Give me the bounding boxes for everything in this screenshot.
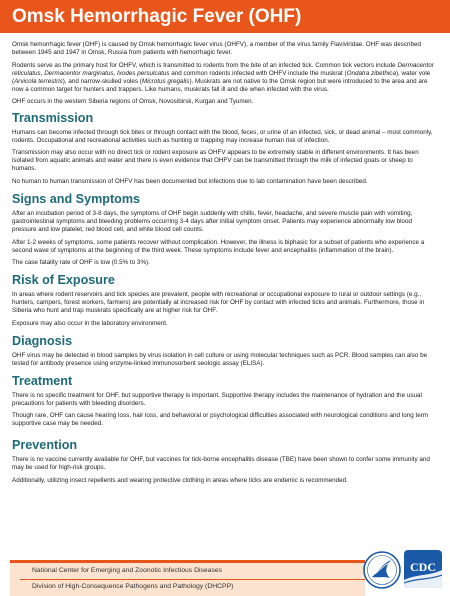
footer-center-name: National Center for Emerging and Zoonotic Infectious Diseases <box>32 567 223 574</box>
intro-text: ). Muskrats are not native to the Omsk region but were introduced to the area and are now a common target for hunters and trappers. Like humans, muskrats fall ill and die when infected with the virus. <box>12 77 428 93</box>
intro-paragraph-2 <box>12 62 438 94</box>
intro-text: and common rodents infected with OHFV include the muskrat ( <box>169 69 347 77</box>
cdc-logo-text: CDC <box>410 560 436 574</box>
signs-paragraph-3: The case fatality rate of OHF is low (0.5% to 3%). <box>12 259 150 267</box>
risk-paragraph-2: Exposure may also occur in the laboratory environment. <box>12 319 168 327</box>
section-heading-risk: Risk of Exposure <box>12 273 115 288</box>
intro-paragraph-3: OHF occurs in the western Siberia regions of Omsk, Novosibirsk, Kurgan and Tyumen. <box>12 98 254 106</box>
cdc-logo-icon <box>404 550 442 588</box>
diagnosis-paragraph-1: OHF virus may be detected in blood samples by virus isolation in cell culture or using molecular techniques such as PCR. Blood samples can also be tested for antibody presence using enzyme-linked immunosorbent seologic assay (ELISA). <box>12 351 428 367</box>
treatment-paragraph-2: Though rare, OHF can cause hearing loss, hair loss, and behavioral or psychological difficulties associated with neurological conditions and long term supportive case may be needed. <box>12 412 429 428</box>
transmission-paragraph-1: Humans can become infected through tick bites or through contact with the blood, feces, or urine of an infected, sick, or dead animal – most commonly, rodents. Occupational and recreational activities such as hunting or trapping may increase human risk of infection. <box>12 128 433 144</box>
transmission-paragraph-2: Transmission may also occur with no direct tick or rodent exposure as OHFV appears to be extremely stable in different environments. It has been isolated from aquatic animals and water and there is even evidence that OHFV can be transmitted through the milk of infected goats or sheep to humans. <box>12 149 419 173</box>
species-name: Microtus gregalis <box>141 77 190 85</box>
agency-logos <box>362 546 446 592</box>
intro-text: ), water vole ( <box>12 69 431 85</box>
intro-text: ), and narrow-skulled voles ( <box>62 77 142 85</box>
footer-divider <box>20 579 365 580</box>
section-heading-signs: Signs and Symptoms <box>12 191 141 206</box>
species-name: Arvicola terrestris <box>14 77 63 85</box>
signs-paragraph-1: After an incubation period of 3-8 days, the symptoms of OHF begin suddenly with chills, fever, headache, and severe muscle pain with vomiting, gastrointestinal symptoms and bleeding problems occurring 3-4 days after initial symptom onset. Patients may experience abnormally low blood pressure and low platelet, red blood cell, and white blood cell counts. <box>12 209 413 233</box>
prevention-paragraph-2: Additionally, utilizing insect repellents and wearing protective clothing in areas where ticks are endemic is recommended. <box>12 476 348 484</box>
intro-text: Rodents serve as the primary host for OHFV, which is transmitted to rodents from the bite of an infected tick. Common tick vectors include <box>12 61 398 69</box>
footer-band <box>10 563 365 596</box>
footer-division-name: Division of High-Consequence Pathogens and Pathology (DHCPP) <box>32 583 234 590</box>
section-heading-prevention: Prevention <box>12 438 78 453</box>
document-body <box>12 41 438 490</box>
transmission-paragraph-3: No human to human transmission of OHFV has been documented but infections due to lab contamination have been described. <box>12 177 368 185</box>
section-heading-diagnosis: Diagnosis <box>12 333 73 348</box>
page-title: Omsk Hemorrhagic Fever (OHF) <box>0 0 450 33</box>
species-name: Ondatra zibethica <box>346 69 396 77</box>
intro-paragraph-1: Omsk hemorrhagic fever (OHF) is caused by Omsk hemorrhagic fever virus (OHFV), a member of the virus family Flaviviridae. OHF was described between 1945 and 1947 in Omsk, Russia from patients with hemorrhagic fever. <box>12 41 422 56</box>
signs-paragraph-2: After 1-2 weeks of symptoms, some patients recover without complication. However, the illness is biphasic for a subset of patients who experience a second wave of symptoms at the beginning of the third week. These symptoms include fever and encephalitis (inflammation of the brain). <box>12 238 425 254</box>
risk-paragraph-1: In areas where rodent reservoirs and tick species are prevalent, people with recreational or occupational exposure to rural or outdoor settings (e.g., hunters, campers, forest workers, farmers) are potentially at increased risk for OHF by contact with infected ticks and animals. Furthermore, those in Siberia who hunt and trap muskrats specifically are at higher risk for OHF. <box>12 291 425 315</box>
hhs-logo-icon <box>362 550 402 590</box>
section-heading-treatment: Treatment <box>12 373 73 388</box>
prevention-paragraph-1: There is no vaccine currently available for OHF, but vaccines for tick-borne encephalitis disease (TBE) have been shown to confer some immunity and may be used for high-risk groups. <box>12 456 430 472</box>
treatment-paragraph-1: There is no specific treatment for OHF, but supportive therapy is important. Supportive therapy includes the maintenance of hydration and the usual precautions for patients with bleeding disorders. <box>12 391 422 407</box>
section-heading-transmission: Transmission <box>12 110 94 125</box>
tick-species: Dermacentor reticulatus, Dermacentor marginatus, Ixodes persulcatus <box>12 61 434 77</box>
